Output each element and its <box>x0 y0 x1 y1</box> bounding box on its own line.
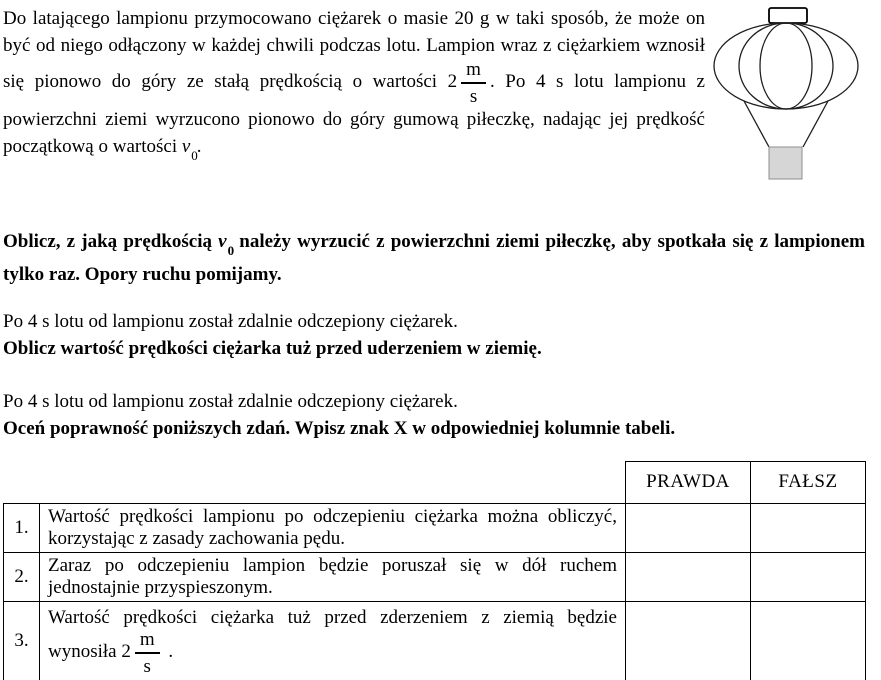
task3-context-line: Po 4 s lotu od lampionu został zdalnie odczepiony ciężarek. <box>3 390 458 412</box>
answer-cell-prawda-2[interactable] <box>626 552 751 601</box>
lantern-weight <box>769 147 802 179</box>
task3-instruction-line: Oceń poprawność poniższych zdań. Wpisz znak X w odpowiedniej kolumnie tabeli. <box>3 417 676 439</box>
intro-paragraph <box>3 5 705 166</box>
v0-base: v <box>181 136 191 157</box>
task3-block <box>3 388 865 442</box>
answer-cell-falsz-1[interactable] <box>751 503 866 552</box>
lantern-cap <box>769 8 807 23</box>
problem-intro-section <box>3 5 865 202</box>
task2-block <box>3 308 865 362</box>
intro-text-2: . Po 4 s lotu lampionu z powierzchni ziemi wyrzucono pionowo do góry gumową piłeczkę, nadając jej prędkość początkową o wartości <box>3 70 705 157</box>
statement3-fraction-numerator: m <box>135 629 160 654</box>
true-false-table <box>3 461 866 680</box>
statement3-text-2: . <box>163 640 174 662</box>
v0-symbol <box>181 136 198 163</box>
header-empty-cell <box>4 461 626 503</box>
table-row-2 <box>4 552 866 601</box>
statement3-text-1: Wartość prędkości ciężarka tuż przed zderzeniem z ziemią będzie wynosiła 2 <box>48 606 617 662</box>
task1-instruction <box>3 228 865 288</box>
statement-cell-3 <box>40 601 626 680</box>
v0-subscript: 0 <box>191 147 198 163</box>
task1-text-2: należy wyrzucić z powierzchni ziemi piłeczkę, aby spotkała się z lampionem tylko raz. Opory ruchu pomijamy. <box>3 231 865 285</box>
fraction-numerator: m <box>461 59 486 84</box>
lantern-body-inner <box>760 23 812 109</box>
intro-text-1: Do latającego lampionu przymocowano ciężarek o masie 20 g w taki sposób, że może on być od niego odłączony w każdej chwili podczas lotu. Lampion wraz z ciężarkiem wznosił się pionowo do góry ze stałą prędkością o wartości 2 <box>3 8 705 92</box>
row-number-3: 3. <box>4 601 40 680</box>
task1-v0-base: v <box>218 231 227 252</box>
task1-v0-symbol <box>218 231 235 258</box>
task1-text-1: Oblicz, z jaką prędkością <box>3 231 219 252</box>
answer-cell-prawda-3[interactable] <box>626 601 751 680</box>
lantern-body-middle <box>739 23 833 109</box>
answer-cell-falsz-3[interactable] <box>751 601 866 680</box>
answer-cell-prawda-1[interactable] <box>626 503 751 552</box>
answer-cell-falsz-2[interactable] <box>751 552 866 601</box>
fraction-denominator: s <box>469 86 478 107</box>
sky-lantern-illustration <box>706 6 868 182</box>
task2-instruction-line: Oblicz wartość prędkości ciężarka tuż przed uderzeniem w ziemię. <box>3 337 542 359</box>
table-row-1 <box>4 503 866 552</box>
column-header-falsz: FAŁSZ <box>751 461 866 503</box>
row-number-2: 2. <box>4 552 40 601</box>
column-header-prawda: PRAWDA <box>626 461 751 503</box>
statement-cell-1: Wartość prędkości lampionu po odczepieniu ciężarka można obliczyć, korzystając z zasady zachowania pędu. <box>40 503 626 552</box>
lantern-body-outer <box>714 23 858 109</box>
table-row-3 <box>4 601 866 680</box>
statement3-fraction-denominator: s <box>143 655 151 677</box>
task2-context-line: Po 4 s lotu od lampionu został zdalnie odczepiony ciężarek. <box>3 310 458 332</box>
statement-cell-2: Zaraz po odczepieniu lampion będzie poruszał się w dół ruchem jednostajnie przyspieszonym. <box>40 552 626 601</box>
intro-text-3: . <box>196 136 202 157</box>
table-header-row <box>4 461 866 503</box>
row-number-1: 1. <box>4 503 40 552</box>
task1-v0-subscript: 0 <box>227 242 235 258</box>
statement3-fraction <box>135 629 160 676</box>
speed-fraction <box>461 59 486 106</box>
